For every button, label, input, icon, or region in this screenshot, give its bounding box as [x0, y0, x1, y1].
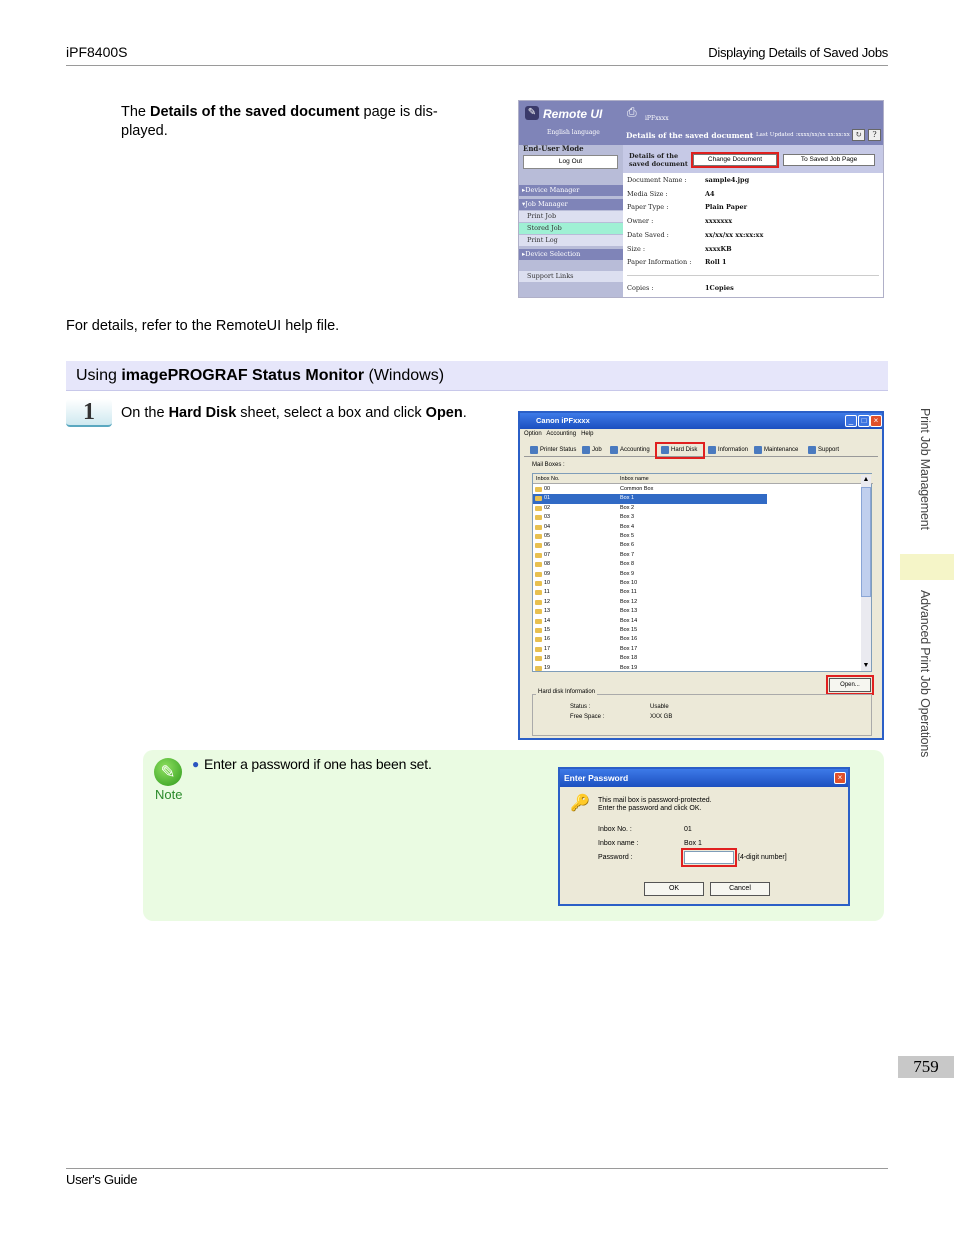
inbox-no-value: 01 — [684, 826, 692, 833]
inbox-name: Box 16 — [620, 636, 638, 643]
intro-text-line2: played. — [121, 123, 168, 139]
minimize-icon[interactable]: _ — [845, 415, 857, 427]
mailbox-icon — [535, 628, 542, 633]
column-header-inbox-name[interactable]: Inbox name — [620, 476, 649, 482]
step-1-text-hard-disk: Hard Disk — [168, 405, 237, 421]
mailbox-icon — [535, 656, 542, 661]
table-row[interactable] — [533, 626, 767, 635]
inbox-name: Box 2 — [620, 504, 635, 511]
inbox-number: 03 — [544, 514, 551, 521]
support-icon — [808, 446, 816, 454]
refresh-icon[interactable]: ↻ — [852, 129, 865, 141]
inbox-number: 04 — [544, 523, 551, 530]
user-mode-label: End-User Mode — [523, 144, 584, 153]
field-value-document-name: sample4.jpg — [705, 176, 750, 184]
field-label-paper-type: Paper Type : — [627, 203, 669, 211]
table-row[interactable] — [533, 513, 767, 522]
dialog-message-line1: This mail box is password-protected. — [598, 797, 712, 804]
to-saved-job-page-button[interactable]: To Saved Job Page — [783, 154, 875, 166]
help-icon[interactable]: ? — [868, 129, 881, 141]
table-row[interactable] — [533, 504, 767, 513]
logout-button[interactable]: Log Out — [523, 155, 618, 169]
menu-job-manager[interactable]: ▾Job Manager — [519, 199, 623, 210]
table-row[interactable] — [533, 635, 767, 644]
mailbox-icon — [535, 562, 542, 567]
table-row[interactable] — [533, 551, 767, 560]
printer-icon: ⎙ — [627, 105, 637, 119]
menu-device-manager-label: Device Manager — [525, 186, 580, 194]
menu-device-selection-label: Device Selection — [525, 250, 581, 258]
intro-text-post: page is dis- — [359, 104, 438, 120]
mailbox-icon — [535, 525, 542, 530]
menu-device-manager[interactable]: ▸Device Manager — [519, 185, 623, 196]
inbox-number: 02 — [544, 504, 551, 511]
language-link[interactable]: English language — [547, 129, 600, 136]
inbox-number: 01 — [544, 495, 551, 502]
mailbox-icon — [535, 581, 542, 586]
scrollbar-thumb[interactable] — [861, 487, 871, 597]
field-label-owner: Owner : — [627, 217, 654, 225]
table-row[interactable] — [533, 494, 767, 503]
header-divider — [66, 65, 888, 66]
menu-job-manager-label: Job Manager — [525, 200, 568, 208]
password-input-highlight — [681, 848, 737, 867]
field-value-owner: xxxxxxx — [705, 217, 733, 225]
status-monitor-window — [518, 411, 884, 740]
field-label-paper-information: Paper Information : — [627, 258, 692, 266]
note-label: Note — [155, 787, 183, 802]
maximize-icon[interactable]: □ — [858, 415, 870, 427]
mailbox-icon — [535, 487, 542, 492]
inbox-name: Box 5 — [620, 533, 635, 539]
inbox-number: 17 — [544, 645, 551, 652]
inbox-number: 06 — [544, 542, 551, 549]
information-icon — [708, 446, 716, 454]
header-section-title: Displaying Details of Saved Jobs — [708, 45, 888, 60]
inbox-number: 09 — [544, 570, 551, 577]
close-icon[interactable]: × — [870, 415, 882, 427]
mailbox-icon — [535, 590, 542, 595]
password-label: Password : — [598, 854, 633, 861]
inbox-name: Box 3 — [620, 514, 635, 521]
intro-paragraph — [121, 103, 481, 141]
tab-accounting-label: Accounting — [620, 447, 650, 453]
menu-print-job[interactable]: Print Job — [519, 211, 623, 222]
hard-disk-tab-highlight — [655, 442, 705, 459]
menu-help[interactable]: Help — [581, 431, 594, 437]
menu-stored-job[interactable]: Stored Job — [519, 223, 623, 234]
open-button[interactable]: Open... — [829, 678, 871, 692]
field-label-media-size: Media Size : — [627, 190, 668, 198]
table-row[interactable] — [533, 664, 767, 673]
scroll-down-icon[interactable]: ▼ — [862, 662, 870, 669]
mail-box-list-header — [533, 474, 873, 484]
table-row[interactable] — [533, 607, 767, 616]
mail-box-list[interactable] — [532, 473, 872, 672]
inbox-name: Box 15 — [620, 627, 638, 633]
remote-ui-separator — [627, 275, 879, 276]
field-label-copies: Copies : — [627, 284, 654, 292]
cancel-button[interactable]: Cancel — [710, 882, 770, 896]
tab-support-label: Support — [818, 447, 840, 453]
open-button-highlight — [826, 675, 874, 695]
inbox-name: Box 7 — [620, 551, 635, 558]
mail-boxes-label: Mail Boxes : — [532, 462, 565, 468]
mailbox-icon — [535, 666, 542, 671]
inbox-name: Box 4 — [620, 523, 635, 530]
remote-ui-logo-icon: ✎ — [525, 106, 539, 120]
inbox-number: 08 — [544, 561, 551, 568]
inbox-name: Box 12 — [620, 598, 638, 605]
dialog-close-icon[interactable]: × — [834, 772, 846, 784]
inbox-number: 18 — [544, 655, 551, 662]
field-label-document-name: Document Name : — [627, 176, 687, 184]
mailbox-icon — [535, 600, 542, 605]
inbox-number: 00 — [544, 486, 551, 492]
menu-option[interactable]: Option — [524, 431, 542, 437]
section-heading — [76, 367, 444, 385]
job-icon — [582, 446, 590, 454]
step-1-instruction — [121, 404, 506, 423]
inbox-name: Box 13 — [620, 608, 638, 615]
menu-accounting[interactable]: Accounting — [546, 431, 577, 437]
field-value-copies: 1Copies — [705, 284, 734, 292]
tab-job-label: Job — [592, 447, 602, 453]
remote-ui-page-title: Details of the saved document — [626, 131, 754, 140]
help-file-reference: For details, refer to the RemoteUI help file. — [66, 318, 340, 334]
tab-printer-status[interactable] — [530, 444, 576, 456]
printer-name: iPFxxxx — [645, 115, 669, 122]
inbox-number: 19 — [544, 664, 551, 671]
table-row[interactable] — [533, 617, 767, 626]
tab-support[interactable] — [808, 444, 839, 456]
field-value-date-saved: xx/xx/xx xx:xx:xx — [705, 231, 764, 239]
field-value-paper-information: Roll 1 — [705, 258, 727, 266]
tab-maintenance-label: Maintenance — [764, 447, 799, 453]
password-hint: [4-digit number] — [738, 854, 787, 861]
inbox-number: 16 — [544, 636, 551, 643]
ok-button[interactable]: OK — [644, 882, 704, 896]
inbox-name: Box 19 — [620, 664, 638, 671]
change-document-button[interactable]: Change Document — [693, 154, 777, 166]
mailbox-icon — [535, 637, 542, 642]
footer-divider — [66, 1168, 888, 1169]
header-model: iPF8400S — [66, 44, 128, 60]
table-row[interactable] — [533, 485, 767, 494]
list-scrollbar[interactable] — [861, 475, 871, 671]
mailbox-icon — [535, 553, 542, 558]
inbox-no-label: Inbox No. : — [598, 826, 632, 833]
section-heading-pre: Using — [76, 367, 122, 384]
step-1-text-post: . — [462, 405, 467, 421]
inbox-name: Box 10 — [620, 580, 638, 586]
inbox-number: 11 — [544, 589, 550, 596]
details-tab-label: Details of the saved document — [629, 152, 688, 168]
keys-icon: 🔑 — [570, 795, 590, 812]
inbox-name: Common Box — [620, 486, 654, 492]
step-1-text-open: Open — [425, 405, 463, 421]
intro-text-bold: Details of the saved document — [150, 104, 360, 120]
table-row[interactable] — [533, 560, 767, 569]
inbox-number: 13 — [544, 608, 551, 615]
menu-print-log[interactable]: Print Log — [519, 235, 623, 246]
table-row[interactable] — [533, 645, 767, 654]
table-row[interactable] — [533, 598, 767, 607]
inbox-number: 07 — [544, 551, 551, 558]
mailbox-icon — [535, 506, 542, 511]
inbox-name: Box 6 — [620, 542, 635, 549]
field-value-size: xxxxKB — [705, 245, 732, 253]
inbox-number: 15 — [544, 627, 551, 633]
table-row[interactable] — [533, 570, 767, 579]
scroll-up-icon[interactable]: ▲ — [862, 476, 870, 483]
tab-information-label: Information — [718, 447, 749, 453]
inbox-name: Box 14 — [620, 617, 638, 624]
free-space-label: Free Space : — [570, 714, 605, 720]
tab-information[interactable] — [708, 444, 748, 456]
inbox-name: Box 8 — [620, 561, 635, 568]
step-number-badge: 1 — [66, 399, 112, 427]
tab-maintenance[interactable] — [754, 444, 798, 456]
inbox-name: Box 18 — [620, 655, 638, 662]
inbox-number: 10 — [544, 580, 551, 586]
section-heading-post: (Windows) — [364, 367, 445, 384]
menu-device-selection[interactable]: ▸Device Selection — [519, 249, 623, 260]
inbox-name-value: Box 1 — [684, 840, 702, 847]
field-value-paper-type: Plain Paper — [705, 203, 748, 211]
mailbox-icon — [535, 534, 542, 539]
dialog-title: Enter Password — [560, 769, 848, 787]
table-row[interactable] — [533, 588, 767, 597]
remote-ui-screenshot — [518, 100, 884, 298]
note-pencil-icon: ✎ — [154, 758, 182, 786]
mailbox-icon — [535, 609, 542, 614]
enter-password-dialog — [558, 767, 850, 906]
tab-hard-disk-label: Hard Disk — [671, 447, 698, 453]
inbox-number: 14 — [544, 617, 551, 624]
footer-guide-title: User's Guide — [66, 1172, 138, 1187]
table-row[interactable] — [533, 654, 767, 663]
inbox-name: Box 1 — [620, 495, 635, 502]
free-space-value: XXX GB — [650, 714, 673, 720]
tab-job[interactable] — [582, 444, 602, 456]
status-monitor-title: Canon iPFxxxx — [520, 413, 882, 429]
menu-support-links[interactable]: Support Links — [519, 271, 623, 282]
bullet-icon: ● — [192, 757, 200, 771]
mailbox-icon — [535, 619, 542, 624]
dialog-message-line2: Enter the password and click OK. — [598, 805, 702, 812]
inbox-name: Box 9 — [620, 570, 635, 577]
status-label: Status : — [570, 704, 591, 710]
mailbox-icon — [535, 496, 542, 501]
side-tab-highlight — [900, 554, 954, 580]
last-updated: Last Updated :xxxx/xx/xx xx:xx:xx — [756, 132, 850, 138]
inbox-name-label: Inbox name : — [598, 840, 639, 847]
column-header-inbox-no[interactable]: Inbox No. — [536, 476, 560, 482]
field-label-date-saved: Date Saved : — [627, 231, 669, 239]
mailbox-icon — [535, 572, 542, 577]
maintenance-icon — [754, 446, 762, 454]
table-row[interactable] — [533, 523, 767, 532]
inbox-name: Box 17 — [620, 645, 638, 652]
table-row[interactable] — [533, 532, 767, 541]
inbox-number: 12 — [544, 598, 551, 605]
mailbox-icon — [535, 515, 542, 520]
step-1-text-mid: sheet, select a box and click — [236, 405, 426, 421]
printer-status-icon — [530, 446, 538, 454]
field-value-media-size: A4 — [705, 190, 715, 198]
status-monitor-menubar — [520, 429, 882, 440]
accounting-icon — [610, 446, 618, 454]
field-label-size: Size : — [627, 245, 646, 253]
inbox-name: Box 11 — [620, 589, 637, 596]
intro-text-pre: The — [121, 104, 151, 120]
inbox-number: 05 — [544, 533, 551, 539]
tab-printer-status-label: Printer Status — [540, 447, 577, 453]
status-value: Usable — [650, 704, 669, 710]
section-heading-bold: imagePROGRAF Status Monitor — [121, 367, 365, 384]
mailbox-icon — [535, 647, 542, 652]
table-row[interactable] — [533, 579, 767, 588]
page-number: 759 — [898, 1056, 954, 1078]
remote-ui-logo: Remote UI — [543, 107, 603, 121]
side-tab-print-job-management: Print Job Management — [918, 408, 932, 530]
side-tab-advanced-print-job-operations: Advanced Print Job Operations — [918, 590, 932, 758]
hard-disk-information-label: Hard disk Information — [538, 689, 596, 695]
mailbox-icon — [535, 543, 542, 548]
tab-accounting[interactable] — [610, 444, 650, 456]
table-row[interactable] — [533, 541, 767, 550]
note-text: Enter a password if one has been set. — [204, 756, 432, 772]
step-1-text-pre: On the — [121, 405, 169, 421]
